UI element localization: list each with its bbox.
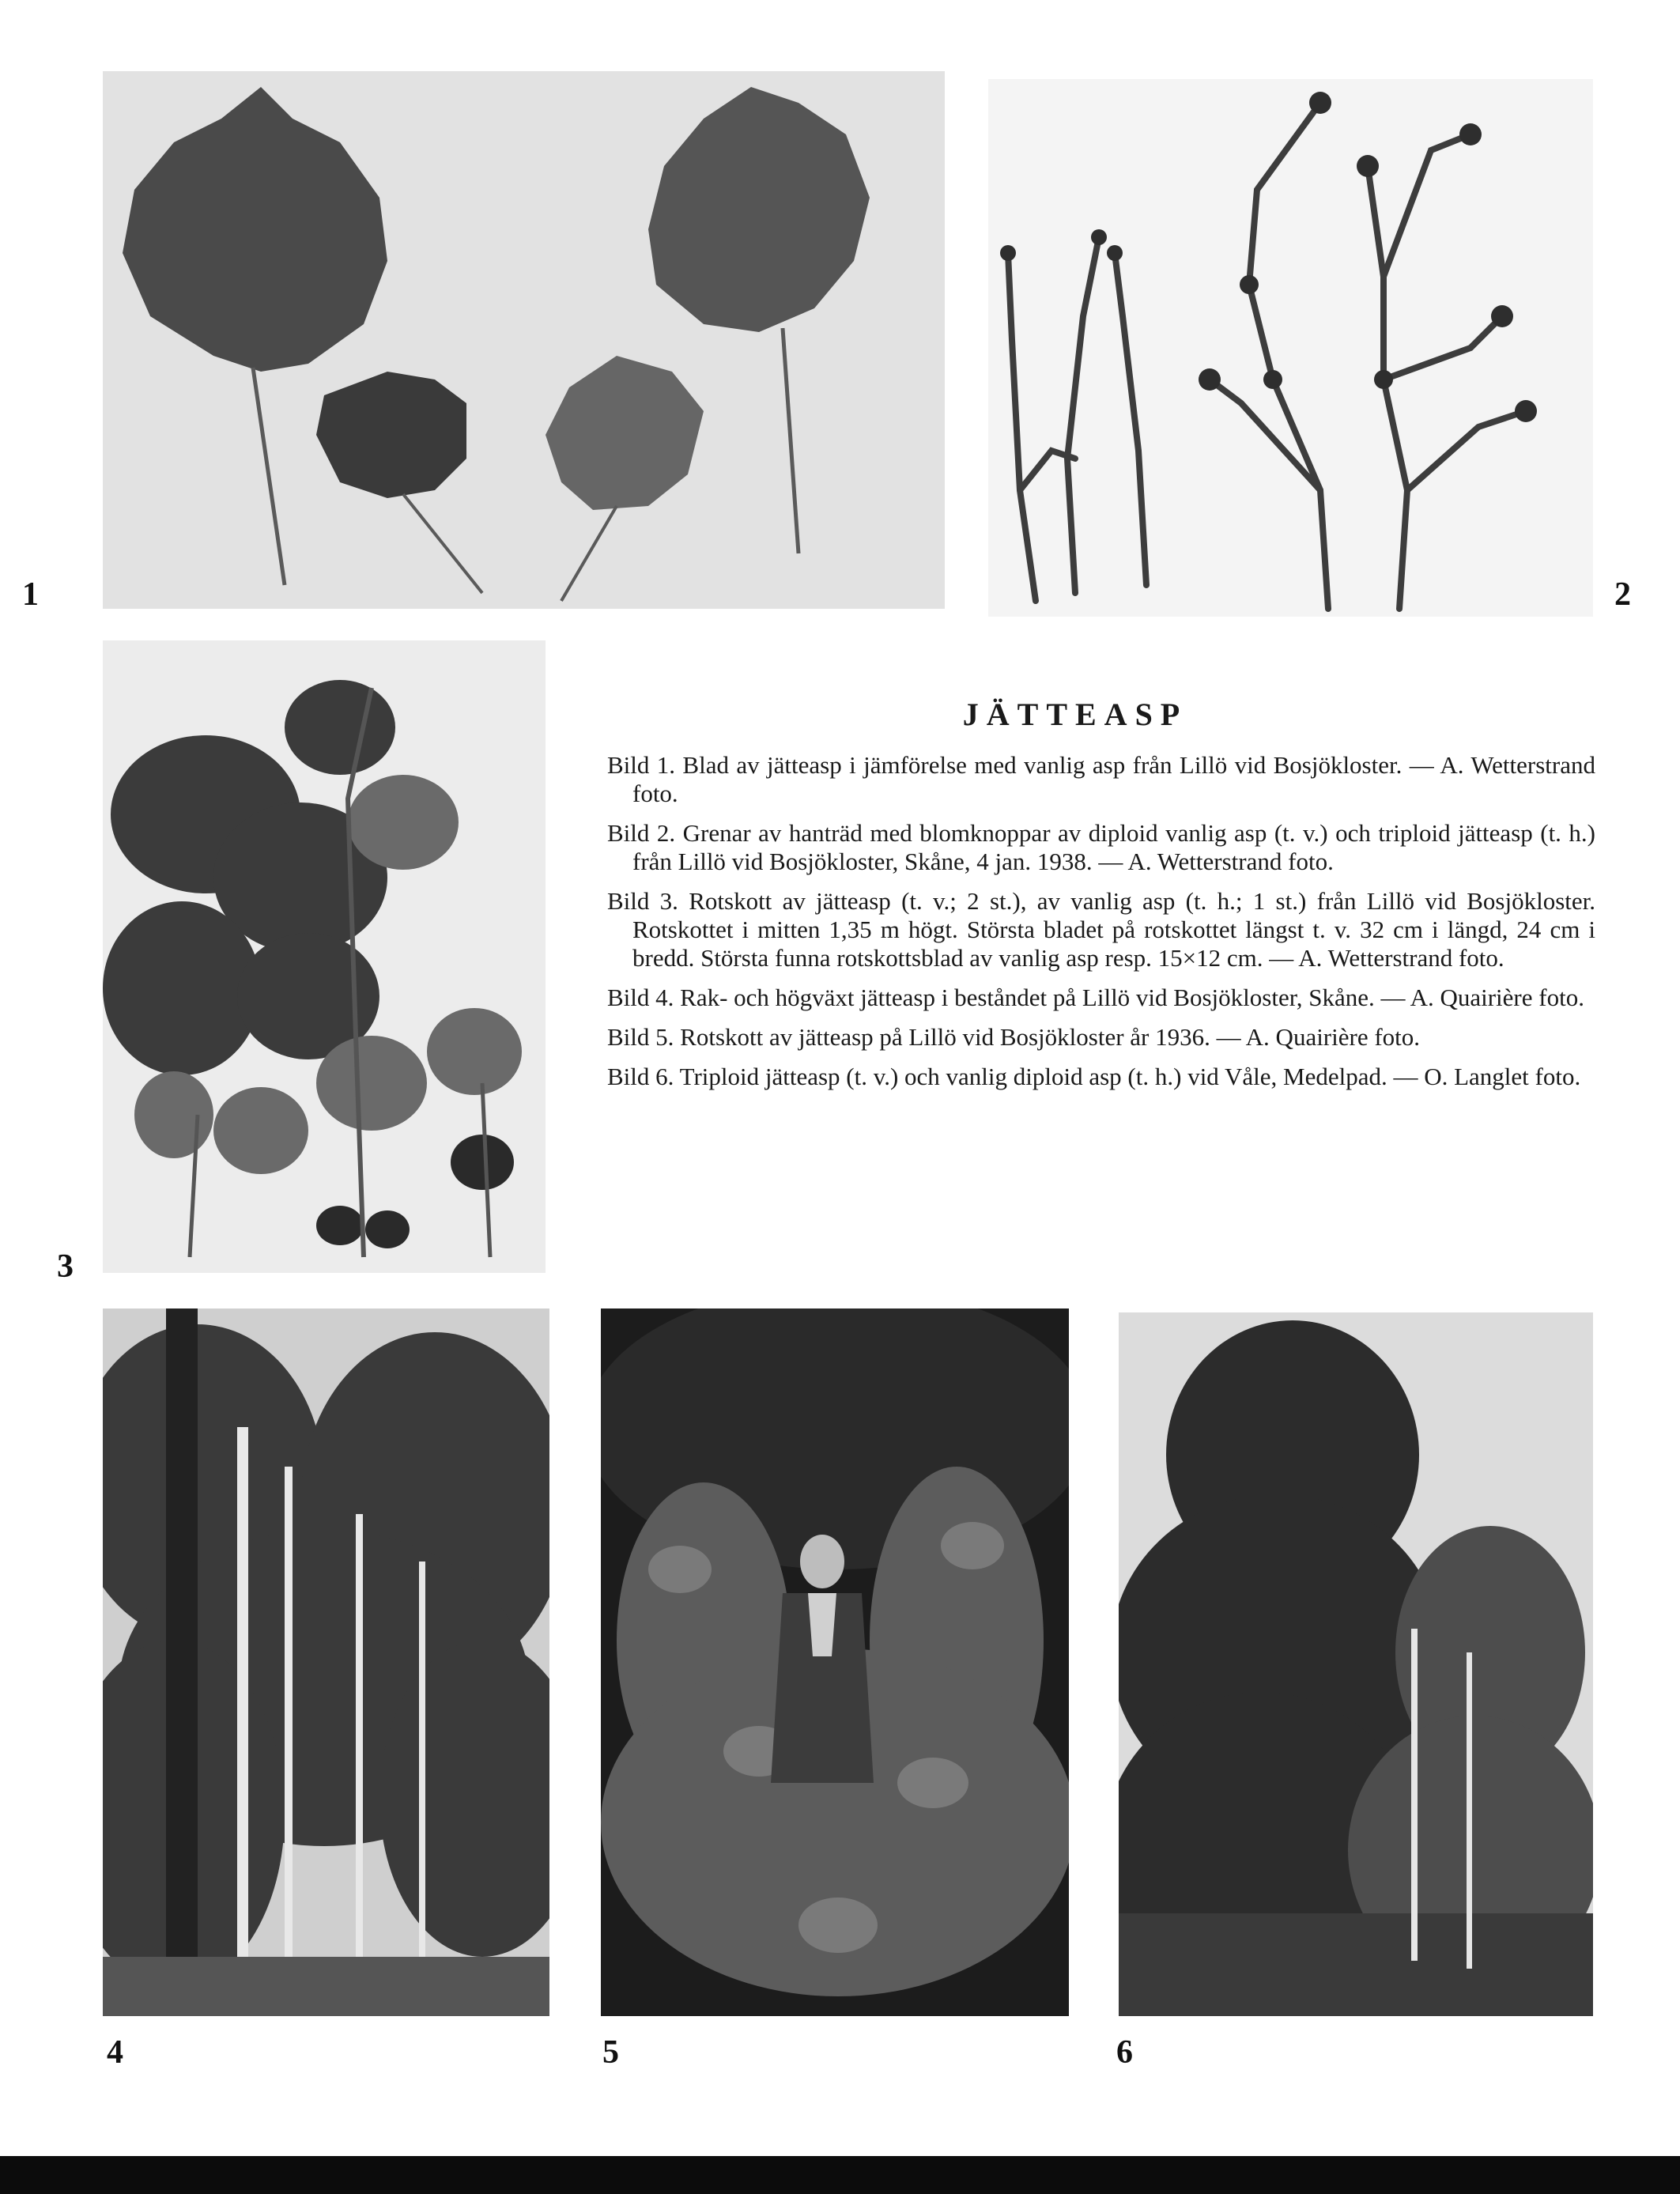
figure-number-1: 1 xyxy=(22,576,39,613)
figure-number-2: 2 xyxy=(1614,576,1631,613)
caption-bild-6: Bild 6. Triploid jätteasp (t. v.) och vanlig diploid asp (t. h.) vid Våle, Medelpad. — O. Langlet foto. xyxy=(607,1063,1581,1090)
photo-3-root-shoots xyxy=(103,640,546,1273)
figure-number-6: 6 xyxy=(1116,2034,1133,2071)
figure-number-3: 3 xyxy=(57,1248,74,1285)
figure-number-4: 4 xyxy=(107,2034,123,2071)
caption-bild-4: Bild 4. Rak- och högväxt jätteasp i beståndet på Lillö vid Bosjökloster, Skåne. — A. Quairière foto. xyxy=(607,984,1584,1011)
caption-bild-2: Bild 2. Grenar av hanträd med blomknoppar av diploid vanlig asp (t. v.) och triploid jätteasp (t. h.) från Lillö vid Bosjökloster, Skåne, 4 jan. 1938. — A. Wetterstrand foto. xyxy=(607,819,1595,875)
caption-bild-3: Bild 3. Rotskott av jätteasp (t. v.; 2 st.), av vanlig asp (t. h.; 1 st.) från Lillö vid Bosjökloster. Rotskottet i mitten 1,35 m högt. Största bladet på rotskottet längst t. v. 32 cm i längd, 24 cm i bredd. Största funna rotskottsblad av vanlig asp resp. 15×12 cm. — A. Wetterstrand foto. xyxy=(607,887,1595,972)
caption-block xyxy=(607,751,1595,1102)
photo-4-aspen-stand xyxy=(103,1308,549,2016)
scan-edge-bar xyxy=(0,2156,1680,2194)
photo-1-leaves xyxy=(103,71,945,609)
page-title: JÄTTEASP xyxy=(962,697,1188,732)
caption-bild-5: Bild 5. Rotskott av jätteasp på Lillö vid Bosjökloster år 1936. — A. Quairière foto. xyxy=(607,1023,1421,1051)
figure-number-5: 5 xyxy=(602,2034,619,2071)
photo-6-triploid-vs-diploid xyxy=(1119,1312,1593,2016)
photo-2-branches xyxy=(988,79,1593,617)
caption-bild-1: Bild 1. Blad av jätteasp i jämförelse med vanlig asp från Lillö vid Bosjökloster. — A. Wetterstrand foto. xyxy=(607,751,1595,807)
photo-5-man-among-shoots xyxy=(601,1308,1069,2016)
